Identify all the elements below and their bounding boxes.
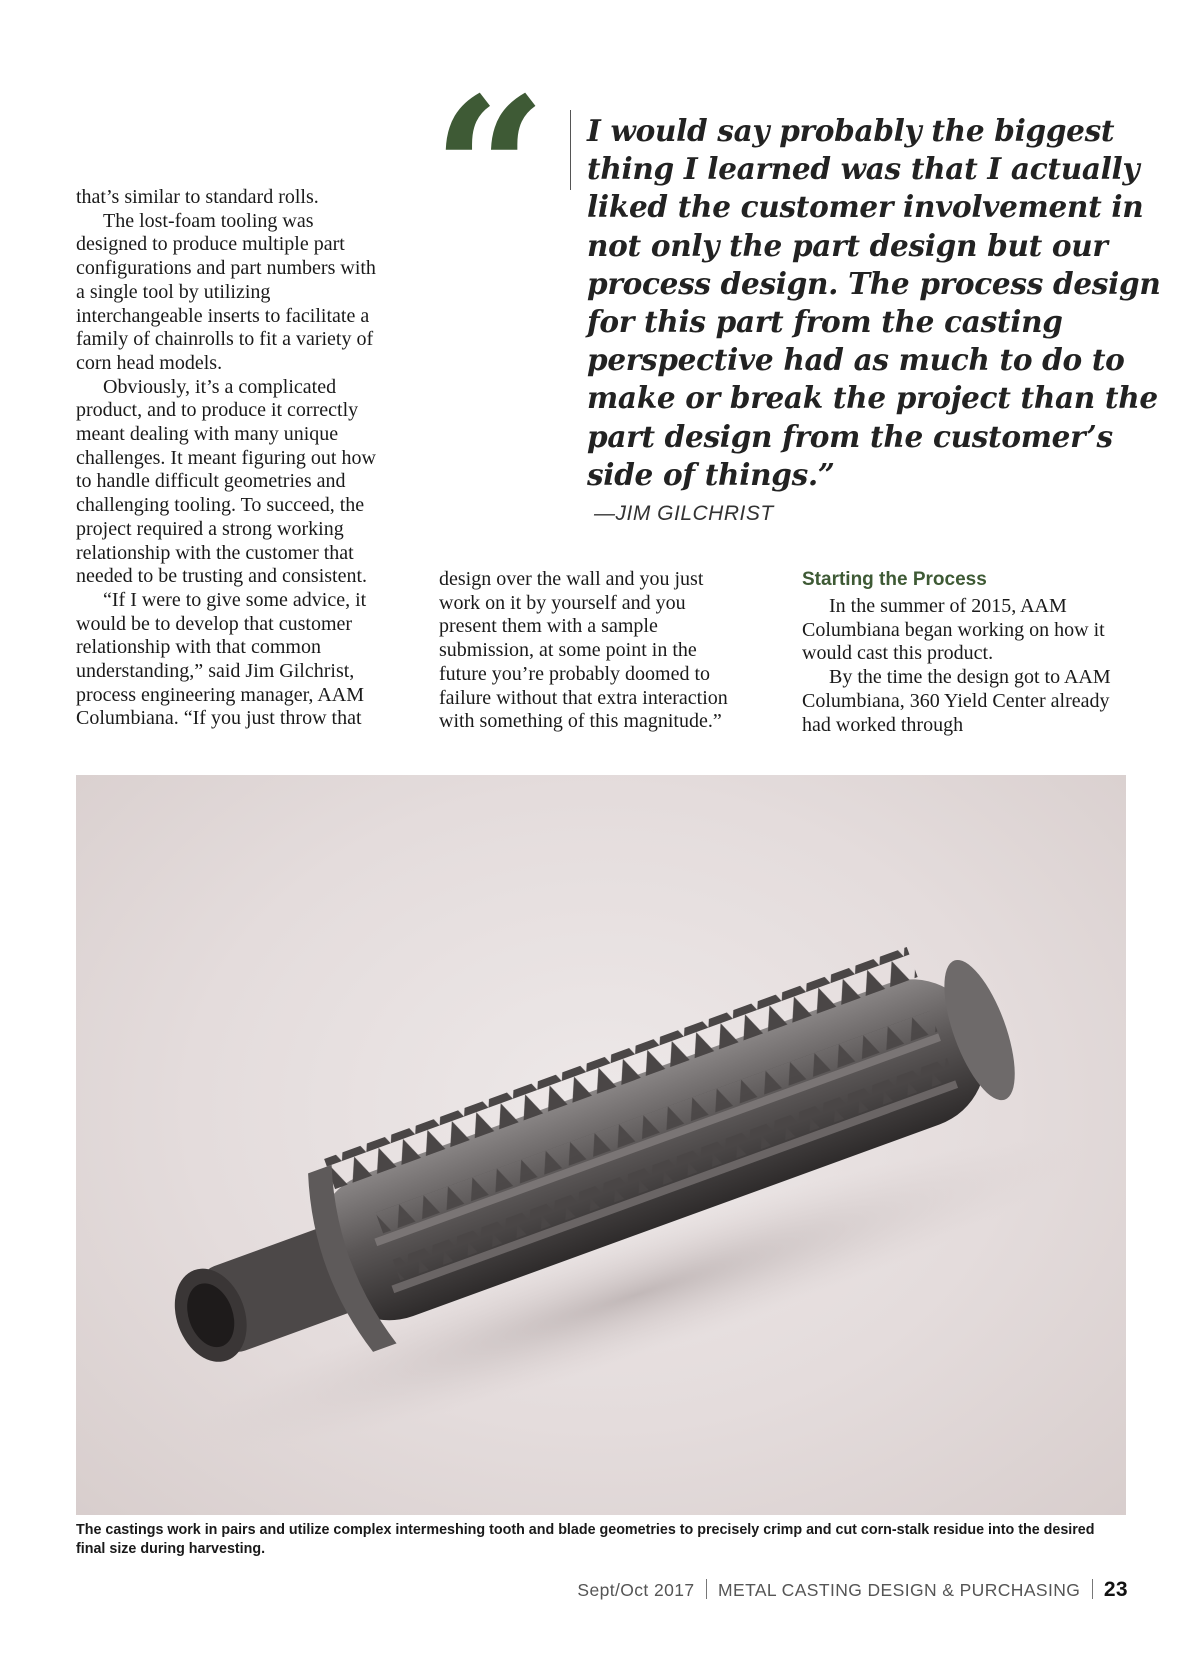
chainroll-illustration	[76, 775, 1126, 1515]
page-footer	[577, 1578, 1128, 1602]
quote-mark-icon: “	[432, 54, 548, 289]
page-number: 23	[1103, 1578, 1128, 1601]
quote-divider	[570, 110, 571, 190]
body-column-2	[439, 568, 739, 734]
footer-divider	[1092, 1579, 1093, 1599]
paragraph: that’s similar to standard rolls.	[76, 186, 319, 208]
section-heading: Starting the Process	[802, 569, 987, 590]
footer-divider	[706, 1579, 707, 1599]
pull-quote-attribution: —JIM GILCHRIST	[594, 502, 774, 525]
paragraph: In the summer of 2015, AAM Columbiana began working on how it would cast this product.	[802, 595, 1105, 665]
pull-quote: I would say probably the biggest thing I learned was that I actually liked the customer involvement in not only the part design but our process design. The process design for this part from the casting perspective had as much to do to make or break the project than the part design from the customer’s side of things.”	[587, 113, 1161, 492]
body-column-3	[802, 568, 1112, 737]
paragraph: “If I were to give some advice, it would be to develop that customer relationship with that common understanding,” said Jim Gilchrist, process engineering manager, AAM Columbiana. “If you just throw that	[76, 588, 367, 730]
paragraph: The lost-foam tooling was designed to produce multiple part configurations and part numbers with a single tool by utilizing interchangeable inserts to facilitate a family of chainrolls to fit a variety of corn head models.	[76, 209, 376, 374]
photo-caption: The castings work in pairs and utilize complex intermeshing tooth and blade geometries to precisely crimp and cut corn-stalk residue into the desired final size during harvesting.	[76, 1522, 1095, 1557]
paragraph: Obviously, it’s a complicated product, and to produce it correctly meant dealing with many unique challenges. It meant figuring out how to handle difficult geometries and challenging tooling. To succeed, the project required a strong working relationship with the customer that needed to be trusting and consistent.	[76, 375, 376, 588]
paragraph: By the time the design got to AAM Columbiana, 360 Yield Center already had worked through	[802, 666, 1111, 736]
paragraph: design over the wall and you just work on it by yourself and you present them with a sample submission, at some point in the future you’re probably doomed to failure without that extra interaction with something of this magnitude.”	[439, 568, 728, 733]
casting-photo	[76, 775, 1126, 1515]
body-column-1	[76, 186, 378, 731]
publication-name: METAL CASTING DESIGN & PURCHASING	[718, 1580, 1081, 1600]
issue-date: Sept/Oct 2017	[577, 1580, 695, 1600]
